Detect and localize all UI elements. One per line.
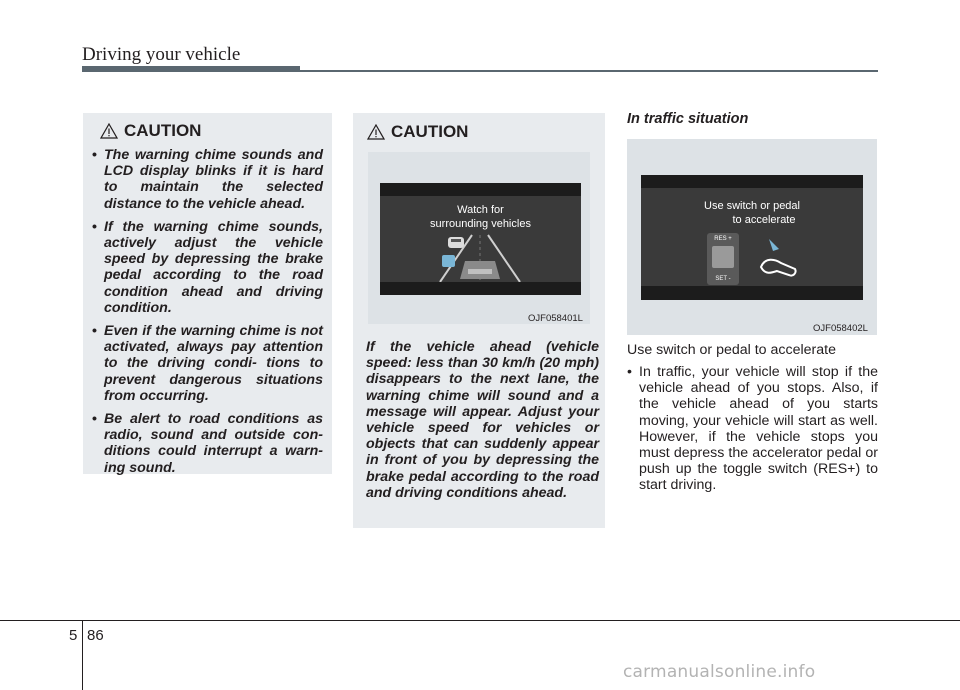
caution-heading <box>367 122 468 142</box>
page-header-title: Driving your vehicle <box>82 44 241 65</box>
body-bullet: • In traffic, your vehicle will stop if the vehicle ahead of you stops. Also, if the vehicle ahead of you starts moving, your vehicle will start as well. However, if the vehicle stops you must depress the accelerator pedal or push up the toggle switch (RES+) to start driving. <box>627 364 878 494</box>
display-top-strip <box>380 183 581 196</box>
header-bar-thick <box>82 66 300 72</box>
caution-item: • Even if the warning chime is not activated, always pay attention to the driving condi- tions to prevent dangerous situations from occurring. <box>92 323 323 404</box>
caution-label: CAUTION <box>391 122 469 141</box>
display-bottom-strip <box>641 286 863 300</box>
display-line-2: to accelerate <box>732 214 796 226</box>
switch-knob <box>712 246 734 268</box>
cluster-display <box>380 183 581 295</box>
footer-divider <box>82 620 83 690</box>
caution-list <box>92 147 323 476</box>
figure-code: OJF058401L <box>528 313 583 324</box>
display-top-strip <box>641 175 863 188</box>
pedal-graphic <box>751 233 801 283</box>
caution-item: • Be alert to road conditions as radio, sound and outside con- ditions could interrupt a warn- ing sound. <box>92 411 323 476</box>
section-number: 5 <box>69 627 78 644</box>
caution-box-1 <box>83 113 332 474</box>
caution-item: • The warning chime sounds and LCD display blinks if it is hard to maintain the selected distance to the vehicle ahead. <box>92 147 323 212</box>
display-line-1: Use switch or pedal <box>704 200 800 212</box>
caution-2-text: If the vehicle ahead (vehicle speed: less than 30 km/h (20 mph) disappears to the next lane, the warning chime will sound and a message will appear. Adjust your vehicle speed for vehicles or objects that can suddenly appear in front of you by depressing the brake pedal according to the road and driving conditions ahead. <box>366 339 599 501</box>
display-line-2: surrounding vehicles <box>430 218 531 230</box>
watermark-text: carmanualsonline.info <box>623 662 816 682</box>
body-heading: Use switch or pedal to accelerate <box>627 342 836 358</box>
caution-item: • If the warning chime sounds, actively adjust the vehicle speed by depressing the brake pedal according to the road condition ahead and driving condition. <box>92 219 323 316</box>
set-label: SET - <box>715 276 731 282</box>
display-bottom-strip <box>380 282 581 295</box>
footer-line <box>0 620 960 621</box>
toggle-switch-graphic <box>707 233 739 285</box>
section-title: In traffic situation <box>627 111 749 127</box>
warning-triangle-icon <box>367 124 385 140</box>
header-bar-thin <box>300 70 878 72</box>
caution-heading <box>100 121 323 141</box>
res-label: RES + <box>714 236 732 242</box>
page-number: 86 <box>87 627 104 644</box>
caution-label: CAUTION <box>124 121 202 140</box>
display-line-1: Watch for <box>457 204 504 216</box>
figure-code: OJF058402L <box>813 323 868 334</box>
cluster-display-2 <box>641 175 863 300</box>
road-lanes-graphic <box>420 233 540 282</box>
warning-triangle-icon <box>100 123 118 139</box>
